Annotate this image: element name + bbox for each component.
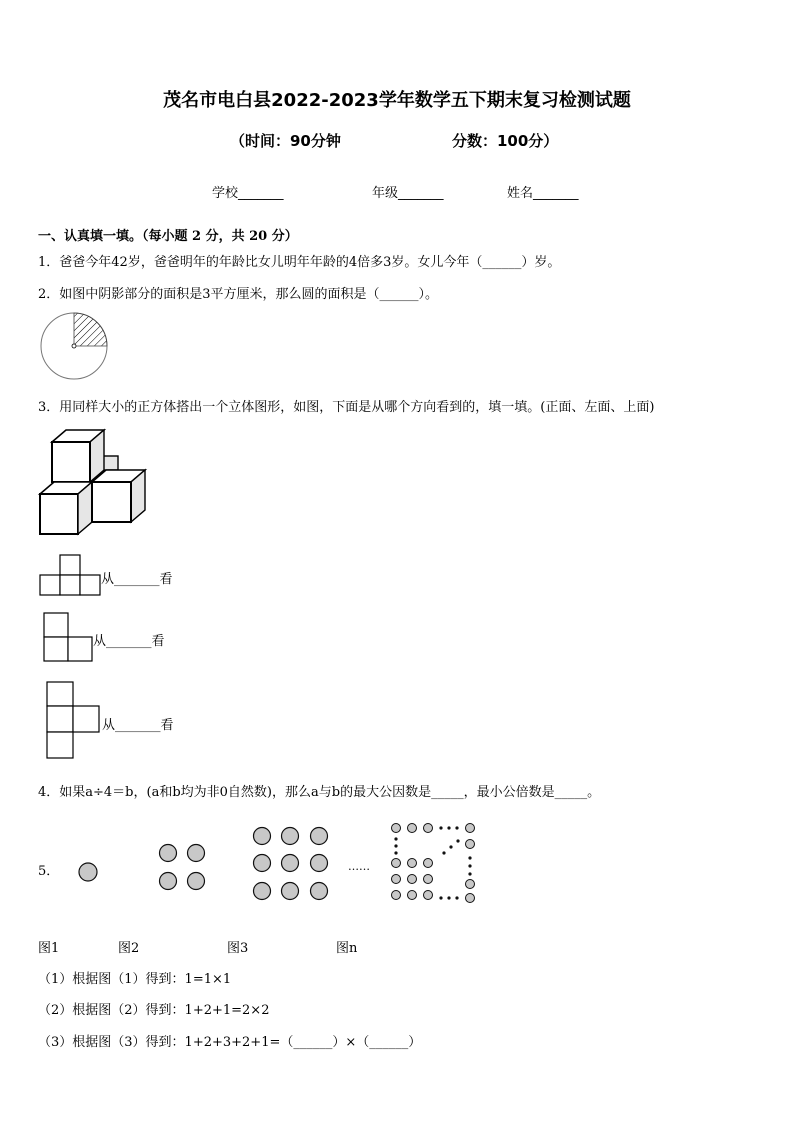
cube-stack-figure (38, 428, 148, 538)
dot-figure-3 (250, 824, 332, 904)
question-2: 2．如图中阴影部分的面积是3平方厘米，那么圆的面积是（______）。 (38, 287, 439, 302)
figure-label-n: 图n (336, 941, 358, 956)
question-4: 4．如果a÷4＝b，(a和b均为非0自然数)，那么a与b的最大公因数是_____，最小公倍数是_____。 (38, 785, 601, 800)
q5-line-1: （1）根据图（1）得到：1=1×1 (38, 972, 232, 987)
school-field: 学校_______ (212, 186, 284, 201)
view-3-answer: 从_______看 (102, 718, 174, 733)
figure-label-2: 图2 (118, 941, 140, 956)
q5-line-2: （2）根据图（2）得到：1+2+1=2×2 (38, 1003, 270, 1018)
dot-figure-n (388, 820, 478, 904)
view-3-grid (45, 680, 103, 760)
dot-figure-1 (76, 860, 100, 884)
q5-line-3: （3）根据图（3）得到：1+2+3+2+1=（______）×（______） (38, 1035, 422, 1050)
question-5-number: 5． (38, 864, 60, 879)
section-heading: 一、认真填一填。（每小题 2 分，共 20 分） (38, 229, 298, 244)
dot-figure-2 (156, 842, 208, 886)
exam-time: （时间：90分钟 (230, 132, 341, 150)
name-field: 姓名_______ (507, 186, 579, 201)
figure-label-1: 图1 (38, 941, 60, 956)
view-2-answer: 从_______看 (93, 634, 165, 649)
question-3: 3．用同样大小的正方体搭出一个立体图形，如图，下面是从哪个方向看到的，填一填。(正面、左面、上面) (38, 400, 655, 415)
question-1: 1．爸爸今年42岁，爸爸明年的年龄比女儿明年年龄的4倍多3岁。女儿今年（______）岁。 (38, 255, 561, 270)
circle-quarter-figure (38, 310, 118, 382)
figure-label-3: 图3 (227, 941, 249, 956)
page-title: 茂名市电白县2022-2023学年数学五下期末复习检测试题 (163, 90, 631, 111)
ellipsis: …… (348, 860, 370, 873)
grade-field: 年级_______ (372, 186, 444, 201)
view-1-grid (40, 553, 102, 597)
exam-score: 分数：100分） (452, 132, 559, 150)
view-2-grid (42, 611, 94, 663)
view-1-answer: 从_______看 (101, 572, 173, 587)
